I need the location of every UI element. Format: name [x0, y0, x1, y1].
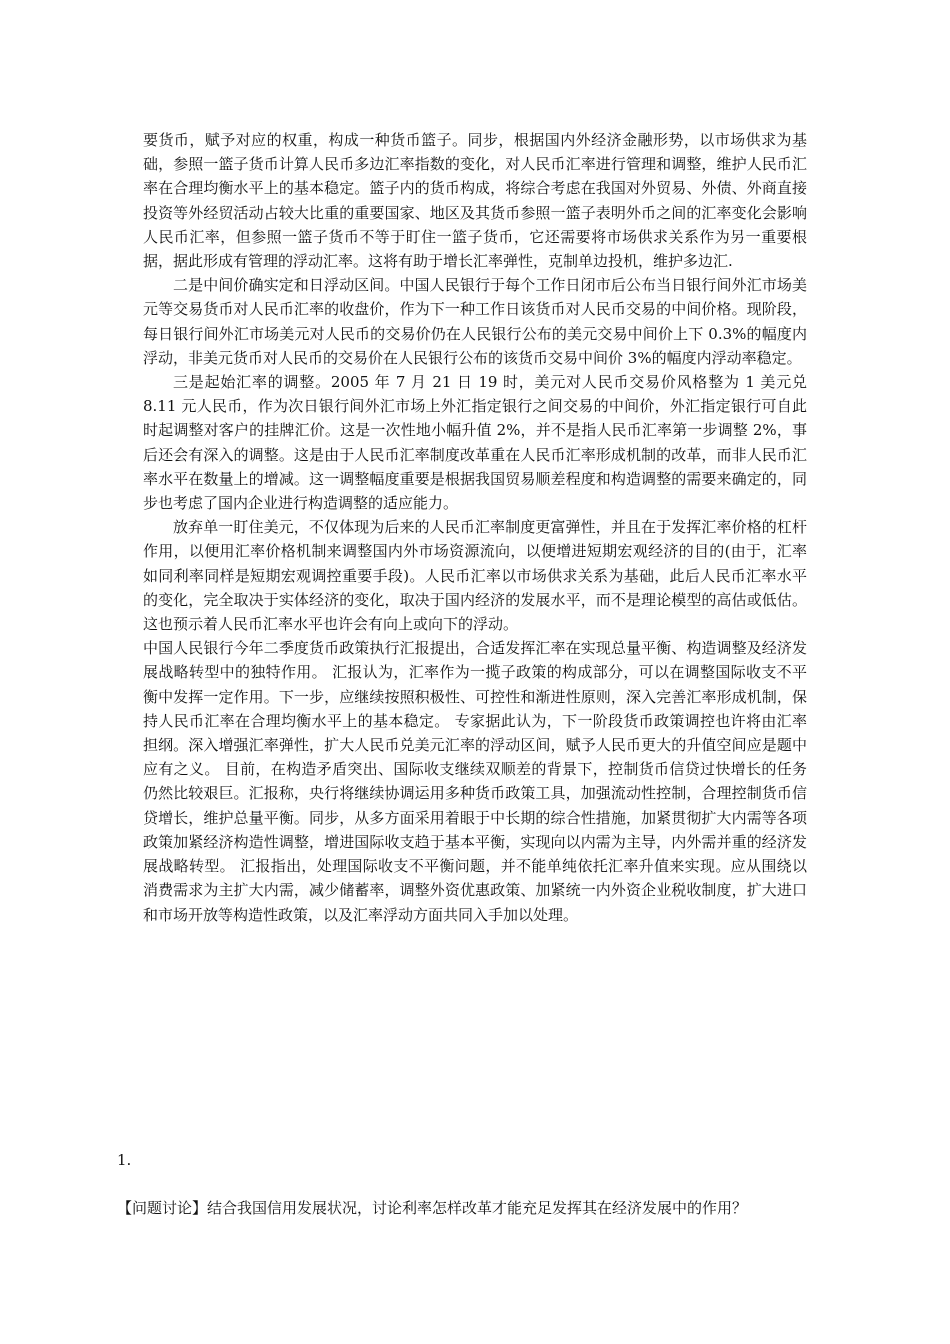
- paragraph-central-parity: 二是中间价确实定和日浮动区间。中国人民银行于每个工作日闭市后公布当日银行间外汇市场美元等交易货币对人民币汇率的收盘价，作为下一种工作日该货币对人民币交易的中间价格。现阶段，每日银行间外汇市场美元对人民币的交易价仍在人民银行公布的美元交易中间价上下 0.3%的幅度内浮动，非美元货币对人民币的交易价在人民银行公布的该货币交易中间价 3%的幅度内浮动率稳定。: [143, 276, 807, 367]
- paragraph-currency-basket: 要货币，赋予对应的权重，构成一种货币篮子。同步，根据国内外经济金融形势，以市场供求为基础，参照一篮子货币计算人民币多边汇率指数的变化，对人民币汇率进行管理和调整，维护人民币汇率在合理均衡水平上的基本稳定。篮子内的货币构成，将综合考虑在我国对外贸易、外债、外商直接投资等外经贸活动占较大比重的重要国家、地区及其货币参照一篮子表明外币之间的汇率变化会影响人民币汇率，但参照一篮子货币不等于盯住一篮子货币，它还需要将市场供求关系作为另一重要根据，据此形成有管理的浮动汇率。这将有助于增长汇率弹性，克制单边投机，维护多边汇.: [143, 131, 807, 271]
- paragraph-initial-rate: 三是起始汇率的调整。2005 年 7 月 21 日 19 时，美元对人民币交易价风格整为 1 美元兑 8.11 元人民币，作为次日银行间外汇市场上外汇指定银行之间交易的中间价，外汇指定银行可自此时起调整对客户的挂牌汇价。这是一次性地小幅升值 2%，并不是指人民币汇率第一步调整 2%，事后还会有深入的调整。这是由于人民币汇率制度改革重在人民币汇率形成机制的改革，而非人民币汇率水平在数量上的增减。这一调整幅度重要是根据我国贸易顺差程度和构造调整的需要来确定的，同步也考虑了国内企业进行构造调整的适应能力。: [143, 373, 807, 513]
- list-number: 1.: [117, 1151, 132, 1169]
- discussion-question: 【问题讨论】结合我国信用发展状况，讨论利率怎样改革才能充足发挥其在经济发展中的作用？: [117, 1199, 748, 1217]
- body-text: [143, 128, 807, 927]
- paragraph-abandon-dollar-peg: 放弃单一盯住美元，不仅体现为后来的人民币汇率制度更富弹性，并且在于发挥汇率价格的杠杆作用，以便用汇率价格机制来调整国内外市场资源流向，以便增进短期宏观经济的目的(由于，汇率如同利率同样是短期宏观调控重要手段)。人民币汇率以市场供求关系为基础，此后人民币汇率水平的变化，完全取决于实体经济的变化，取决于国内经济的发展水平，而不是理论模型的高估或低估。这也预示着人民币汇率水平也许会有向上或向下的浮动。: [143, 518, 807, 634]
- paragraph-pboc-report: 中国人民银行今年二季度货币政策执行汇报提出，合适发挥汇率在实现总量平衡、构造调整及经济发展战略转型中的独特作用。 汇报认为，汇率作为一揽子政策的构成部分，可以在调整国际收支不平衡中发挥一定作用。下一步，应继续按照积极性、可控性和渐进性原则，深入完善汇率形成机制，保持人民币汇率在合理均衡水平上的基本稳定。 专家据此认为，下一阶段货币政策调控也许将由汇率担纲。深入增强汇率弹性，扩大人民币兑美元汇率的浮动区间，赋予人民币更大的升值空间应是题中应有之义。 目前，在构造矛盾突出、国际收支继续双顺差的背景下，控制货币信贷过快增长的任务仍然比较艰巨。汇报称，央行将继续协调运用多种货币政策工具，加强流动性控制，合理控制货币信贷增长，维护总量平衡。同步，从多方面采用着眼于中长期的综合性措施，加紧贯彻扩大内需等各项政策加紧经济构造性调整，增进国际收支趋于基本平衡，实现向以内需为主导，内外需并重的经济发展战略转型。 汇报指出，处理国际收支不平衡问题，并不能单纯依托汇率升值来实现。应从围绕以消费需求为主扩大内需，减少储蓄率，调整外资优惠政策、加紧统一内外资企业税收制度，扩大进口和市场开放等构造性政策，以及汇率浮动方面共同入手加以处理。: [143, 639, 807, 924]
